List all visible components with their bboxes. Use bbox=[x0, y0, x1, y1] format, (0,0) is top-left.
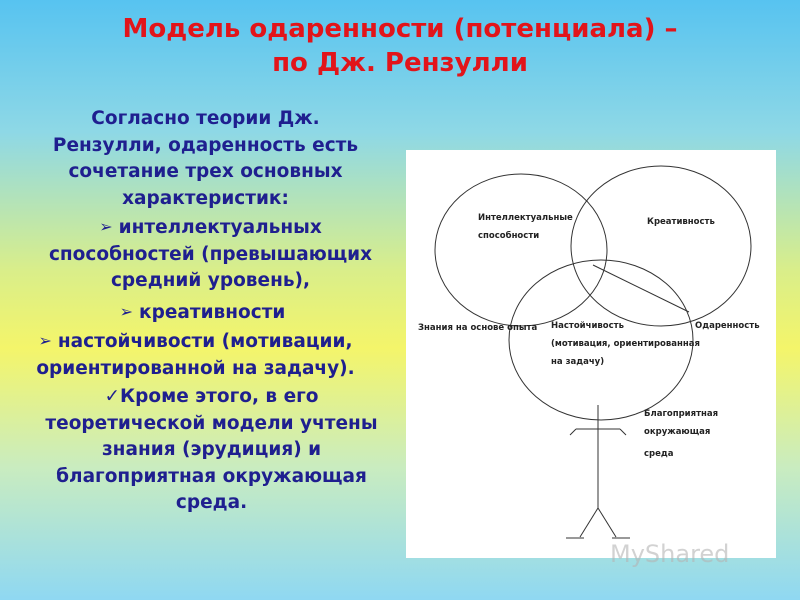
arrow-bullet-icon: ➢ bbox=[99, 217, 113, 236]
note-text: Кроме этого, в его теоретической модели учтены знания (эрудиция) и благоприятная окружающая среда. bbox=[45, 386, 378, 513]
intellect-label-2: способности bbox=[478, 231, 540, 241]
arrow-bullet-icon: ➢ bbox=[119, 301, 134, 321]
creativity-circle bbox=[571, 166, 751, 326]
persistence-label-2: (мотивация, ориентированная bbox=[551, 339, 700, 349]
bullet-text: креативности bbox=[139, 301, 286, 323]
intro-text: Согласно теории Дж. Рензулли, одаренность есть сочетание трех основных характеристик: bbox=[52, 108, 359, 209]
environment-label-3: среда bbox=[644, 449, 674, 459]
diagram-svg bbox=[406, 150, 776, 558]
persistence-label-3: на задачу) bbox=[551, 357, 605, 367]
checkmark-icon: ✓ bbox=[104, 386, 120, 407]
bullet-item-persistence bbox=[0, 328, 405, 382]
bullet-item-creativity bbox=[0, 299, 405, 327]
renzulli-diagram bbox=[406, 150, 776, 558]
giftedness-label: Одаренность bbox=[695, 321, 760, 331]
intellect-label-1: Интеллектуальные bbox=[478, 213, 573, 223]
text-column bbox=[0, 106, 405, 517]
title-line-2: по Дж. Рензулли bbox=[272, 48, 528, 78]
watermark: MyShared bbox=[610, 540, 730, 568]
environment-label-1: Благоприятная bbox=[644, 409, 719, 419]
persistence-label-1: Настойчивость bbox=[551, 321, 624, 331]
giftedness-pointer bbox=[593, 265, 689, 312]
intellect-circle bbox=[435, 174, 607, 326]
environment-label-2: окружающая bbox=[644, 427, 711, 437]
bullet-text: интеллектуальных способностей (превышающих средний уровень), bbox=[48, 217, 373, 291]
slide-title bbox=[40, 12, 760, 80]
stick-figure-icon bbox=[566, 405, 630, 538]
knowledge-label: Знания на основе опыта bbox=[418, 323, 538, 333]
note-item bbox=[0, 384, 405, 517]
title-line-1: Модель одаренности (потенциала) – bbox=[122, 14, 678, 44]
creativity-label: Креативность bbox=[647, 217, 715, 227]
arrow-bullet-icon: ➢ bbox=[38, 331, 52, 350]
bullet-text: настойчивости (мотивации, ориентированной на задачу). bbox=[36, 331, 355, 379]
bullet-item-intellect bbox=[0, 214, 405, 295]
